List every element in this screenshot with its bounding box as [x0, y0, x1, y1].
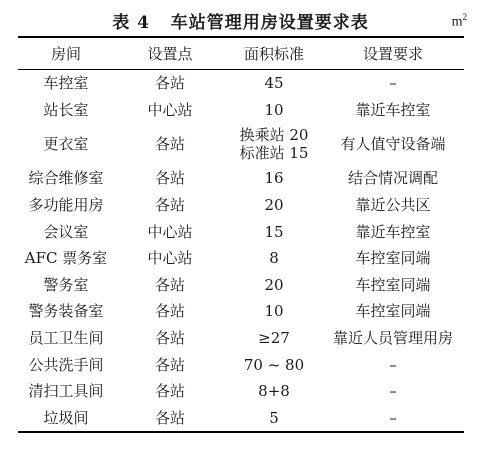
cell-area: 70 ~ 80	[243, 355, 305, 374]
cell-room: 清扫工具间	[28, 382, 104, 401]
cell-area: 15	[264, 222, 284, 241]
cell-room: 警务室	[43, 275, 89, 294]
cell-area: 10	[264, 302, 284, 321]
header-area: 面积标准	[243, 44, 304, 63]
table-row	[18, 351, 464, 378]
cell-area: 5	[269, 408, 279, 427]
table-row	[18, 272, 464, 299]
table-title-text: 车站管理用房设置要求表	[170, 13, 369, 33]
cell-location: 中心站	[147, 249, 193, 268]
cell-area: 8	[269, 249, 279, 268]
cell-requirement: 车控室同端	[355, 249, 431, 268]
unit-label	[452, 12, 467, 31]
unit-base: m	[451, 14, 463, 30]
area-standard-station: 标准站 15	[239, 144, 309, 163]
cell-location: 各站	[154, 302, 185, 321]
cell-room: 多功能用房	[28, 196, 104, 215]
unit-exponent: 2	[462, 12, 467, 22]
cell-room: 站长室	[43, 100, 89, 119]
cell-location: 各站	[154, 382, 185, 401]
table-row	[18, 192, 464, 219]
cell-requirement: –	[389, 382, 397, 401]
table-row	[18, 123, 464, 165]
cell-location: 各站	[154, 329, 185, 348]
cell-location: 中心站	[147, 100, 193, 119]
header-row	[18, 37, 464, 70]
cell-location: 各站	[154, 408, 185, 427]
cell-requirement: 靠近公共区	[355, 196, 431, 215]
cell-area: 20	[264, 196, 284, 215]
cell-requirement: 靠近车控室	[355, 100, 431, 119]
table-row	[18, 325, 464, 352]
cell-room: AFC 票务室	[24, 249, 108, 268]
table-row	[18, 298, 464, 325]
cell-requirement: 靠近车控室	[355, 222, 431, 241]
cell-room: 车控室	[43, 74, 89, 93]
cell-area: ≥27	[258, 329, 290, 348]
area-transfer-station: 换乘站 20	[239, 126, 309, 145]
cell-location: 各站	[154, 169, 185, 188]
cell-requirement: 车控室同端	[355, 302, 431, 321]
header-room: 房间	[50, 44, 81, 63]
table-row	[18, 218, 464, 245]
cell-room: 综合维修室	[28, 169, 104, 188]
cell-room: 垃圾间	[43, 408, 89, 427]
cell-location: 各站	[154, 275, 185, 294]
cell-requirement: 靠近人员管理用房	[332, 329, 453, 348]
table-title	[0, 8, 481, 33]
cell-room: 会议室	[43, 222, 89, 241]
cell-requirement: –	[389, 74, 397, 93]
table-caption	[0, 6, 481, 34]
table-row	[18, 70, 464, 97]
cell-area: 16	[264, 169, 284, 188]
cell-location: 各站	[154, 355, 185, 374]
table-number: 表 4	[112, 13, 150, 33]
cell-requirement: –	[389, 408, 397, 427]
cell-area: 8+8	[258, 382, 290, 401]
cell-requirement: 车控室同端	[355, 275, 431, 294]
cell-area: 45	[264, 74, 284, 93]
room-requirements-table	[18, 36, 464, 433]
cell-room: 警务装备室	[28, 302, 104, 321]
cell-area: 10	[264, 100, 284, 119]
cell-room: 公共洗手间	[28, 355, 104, 374]
cell-area	[226, 123, 322, 165]
cell-requirement: 有人值守设备端	[340, 135, 446, 154]
header-location: 设置点	[147, 44, 193, 63]
cell-location: 各站	[154, 196, 185, 215]
table-row	[18, 378, 464, 405]
cell-requirement: –	[389, 355, 397, 374]
cell-location: 各站	[154, 74, 185, 93]
table-row	[18, 245, 464, 272]
cell-requirement: 结合情况调配	[347, 169, 438, 188]
cell-location: 各站	[154, 135, 185, 154]
cell-room: 更衣室	[43, 135, 89, 154]
cell-room: 员工卫生间	[28, 329, 104, 348]
cell-location: 中心站	[147, 222, 193, 241]
header-requirement: 设置要求	[362, 44, 423, 63]
table-row	[18, 165, 464, 192]
table-row	[18, 405, 464, 433]
table-row	[18, 97, 464, 124]
cell-area: 20	[264, 275, 284, 294]
